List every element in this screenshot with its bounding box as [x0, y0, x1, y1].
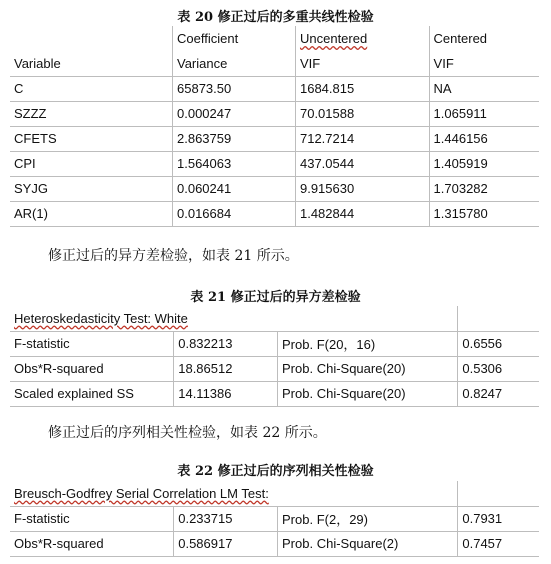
table-cell: 2.863759	[173, 126, 296, 151]
table-title-text: Breusch-Godfrey Serial Correlation LM Test:	[14, 485, 269, 501]
table-cell: F-statistic	[10, 331, 174, 356]
header-cell: VIF	[429, 51, 539, 76]
table-20-multicollinearity	[10, 26, 539, 227]
table-cell: 0.586917	[174, 531, 278, 556]
table-cell: 1684.815	[295, 76, 429, 101]
table-title-text: Heteroskedasticity Test: White	[14, 310, 188, 326]
table-cell: 18.86512	[174, 356, 278, 381]
table-cell: 70.01588	[295, 101, 429, 126]
table-cell: 14.11386	[174, 381, 278, 406]
table-cell: Prob. Chi-Square(2)	[278, 531, 458, 556]
table-cell: 0.016684	[173, 201, 296, 226]
table-cell: Prob. F(2，29)	[278, 506, 458, 531]
table-row	[10, 356, 539, 381]
table-row	[10, 76, 539, 101]
table-cell: 437.0544	[295, 151, 429, 176]
table-cell: Prob. Chi-Square(20)	[278, 381, 458, 406]
table-cell: SZZZ	[10, 101, 173, 126]
table-cell: C	[10, 76, 173, 101]
table-22-caption: 表 22 修正过后的序列相关性检验	[177, 464, 374, 479]
table-cell: Scaled explained SS	[10, 381, 174, 406]
paragraph-serial-correlation-intro: 修正过后的序列相关性检验，如表 22 所示。	[48, 425, 327, 441]
table-cell: 0.832213	[174, 331, 278, 356]
table-cell: 712.7214	[295, 126, 429, 151]
table-row	[10, 331, 539, 356]
table-row	[10, 201, 539, 226]
table-row	[10, 381, 539, 406]
table-cell: 0.7457	[458, 531, 539, 556]
table-cell: 0.8247	[458, 381, 539, 406]
header-cell	[295, 26, 429, 51]
table-21-caption: 表 21 修正过后的异方差检验	[190, 290, 361, 305]
table-row	[10, 506, 539, 531]
table-cell: 0.233715	[174, 506, 278, 531]
table-cell: AR(1)	[10, 201, 173, 226]
table-row	[10, 151, 539, 176]
header-cell: Variable	[14, 55, 61, 71]
table-cell: 0.6556	[458, 331, 539, 356]
table-22-serial-correlation	[10, 481, 539, 557]
table-cell: 65873.50	[173, 76, 296, 101]
table-cell: 9.915630	[295, 176, 429, 201]
table-cell: 1.564063	[173, 151, 296, 176]
table-row	[10, 101, 539, 126]
table-cell	[458, 481, 539, 506]
table-header-row	[10, 51, 539, 76]
table-cell	[458, 306, 539, 331]
table-cell: 0.060241	[173, 176, 296, 201]
header-text: Uncentered	[299, 31, 368, 46]
table-cell: 0.5306	[458, 356, 539, 381]
table-cell: Obs*R-squared	[10, 531, 174, 556]
table-cell: Prob. F(20，16)	[278, 331, 458, 356]
table-cell: Obs*R-squared	[10, 356, 174, 381]
header-cell	[10, 26, 173, 51]
table-cell: 1.065911	[429, 101, 539, 126]
table-21-heteroskedasticity	[10, 306, 539, 407]
table-20-caption: 表 20 修正过后的多重共线性检验	[177, 10, 374, 25]
header-cell: Variance	[173, 51, 296, 76]
header-cell: Coefficient	[173, 26, 296, 51]
table-row	[10, 176, 539, 201]
table-cell: SYJG	[10, 176, 173, 201]
table-row	[10, 126, 539, 151]
table-cell: NA	[429, 76, 539, 101]
table-cell: 0.7931	[458, 506, 539, 531]
table-cell: Prob. Chi-Square(20)	[278, 356, 458, 381]
table-cell: 0.000247	[173, 101, 296, 126]
table-row	[10, 531, 539, 556]
table-cell: 1.446156	[429, 126, 539, 151]
table-cell: CPI	[10, 151, 173, 176]
header-cell: VIF	[295, 51, 429, 76]
table-cell: 1.482844	[295, 201, 429, 226]
table-cell: 1.405919	[429, 151, 539, 176]
table-cell: F-statistic	[10, 506, 174, 531]
table-title-row	[10, 481, 539, 506]
table-title-cell	[10, 481, 458, 506]
paragraph-heteroskedasticity-intro: 修正过后的异方差检验，如表 21 所示。	[48, 248, 299, 264]
table-header-row	[10, 26, 539, 51]
table-title-cell	[10, 306, 458, 331]
table-cell: CFETS	[10, 126, 173, 151]
table-cell: 1.315780	[429, 201, 539, 226]
header-cell: Centered	[429, 26, 539, 51]
table-title-row	[10, 306, 539, 331]
table-cell: 1.703282	[429, 176, 539, 201]
